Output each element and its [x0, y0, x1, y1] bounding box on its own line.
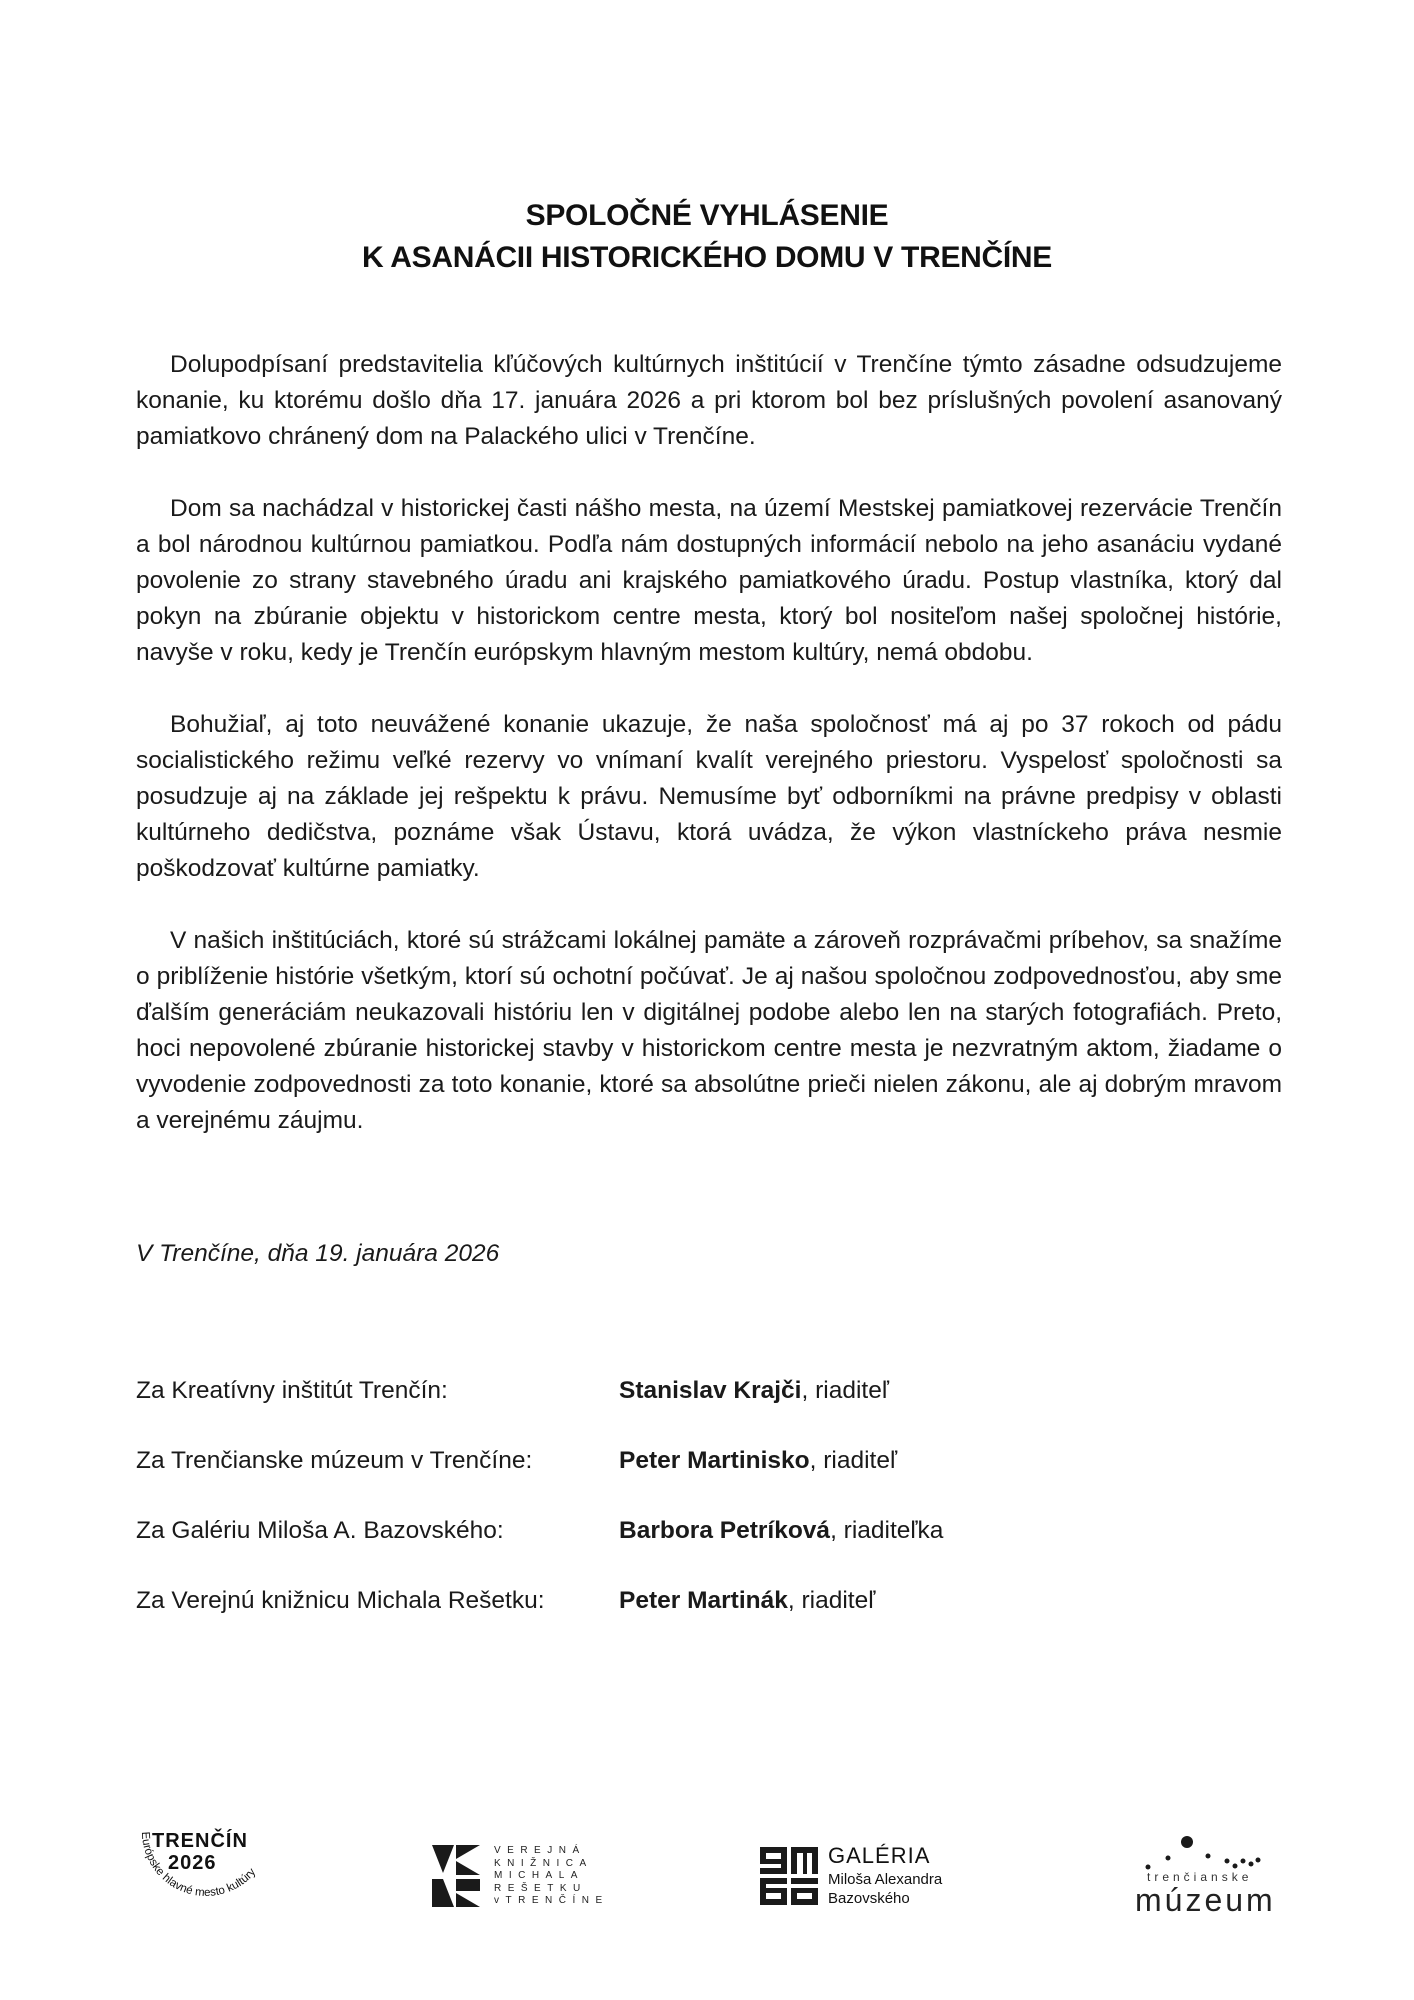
- signatory-name: Peter Martinák: [619, 1587, 788, 1614]
- trencin-logo-line-2: 2026: [168, 1852, 217, 1874]
- paragraph: V našich inštitúciách, ktoré sú strážcami lokálnej pamäte a zároveň rozprávačmi príbehov, sa snažíme o priblíženie histórie všetkým, ktorí sú ochotní počúvať. Je aj našou spoločnou zodpovednosťou, aby sme ďalším generáciám neukazovali históriu len v digitálnej podobe alebo len na starých fotografiách. Preto, hoci nepovolené zbúranie historickej stavby v historickom centre mesta je nezvratným aktom, žiadame o vyvodenie zodpovednosti za toto konanie, ktoré sa absolútne prieči nielen zákonu, ale aj dobrým mravom a verejnému záujmu.: [136, 927, 1282, 1134]
- signatory-organization: Za Verejnú knižnicu Michala Rešetku:: [136, 1587, 545, 1614]
- signatory-row: [136, 1444, 1236, 1514]
- signatory-name: Peter Martinisko: [619, 1447, 810, 1474]
- document-title: [0, 195, 1414, 279]
- partner-logos: [0, 1820, 1414, 1930]
- signatory-role: , riaditeľ: [801, 1377, 889, 1404]
- signatory-role: , riaditeľka: [830, 1517, 944, 1544]
- trencin-arc-text: Európske hlavné mesto kultúry: [138, 1831, 259, 1900]
- signatory-row: [136, 1514, 1236, 1584]
- library-logo-text: VEREJNÁ KNIŽNICA MICHALA REŠETKU vTRENČÍNE: [494, 1845, 609, 1906]
- signatory-organization: Za Trenčianske múzeum v Trenčíne:: [136, 1447, 533, 1474]
- place-and-date: V Trenčíne, dňa 19. januára 2026: [136, 1240, 500, 1267]
- trencin-2026-logo: [130, 1820, 280, 1920]
- gallery-logo-line-1: GALÉRIA: [828, 1843, 931, 1868]
- signatory-role: , riaditeľ: [809, 1447, 898, 1474]
- gallery-logo-line-3: Bazovského: [828, 1890, 910, 1907]
- title-line-2: K ASANÁCII HISTORICKÉHO DOMU V TRENČÍNE: [361, 241, 1052, 274]
- trencin-logo-line-1: TRENČÍN: [152, 1830, 248, 1852]
- gallery-logo-line-2: Miloša Alexandra: [828, 1871, 943, 1888]
- gallery-mark-icon: [760, 1847, 818, 1905]
- museum-logo-line-2: múzeum: [1135, 1882, 1276, 1918]
- library-logo: [432, 1845, 612, 1915]
- signatory-name: Barbora Petríková: [619, 1517, 831, 1544]
- signatory-organization: Za Galériu Miloša A. Bazovského:: [136, 1517, 504, 1544]
- statement-body: [136, 347, 1282, 1175]
- title-line-1: SPOLOČNÉ VYHLÁSENIE: [525, 199, 889, 232]
- signatory-organization: Za Kreatívny inštitút Trenčín:: [136, 1377, 448, 1404]
- signatory-row: [136, 1374, 1236, 1444]
- gallery-logo: [760, 1845, 990, 1915]
- paragraph: Dom sa nachádzal v historickej časti nášho mesta, na území Mestskej pamiatkovej rezervácie Trenčín a bol národnou kultúrnou pamiatkou. Podľa nám dostupných informácií nebolo na jeho asanáciu vydané povolenie zo strany stavebného úradu ani krajského pamiatkového úradu. Postup vlastníka, ktorý dal pokyn na zbúranie objektu v historickom centre mesta, ktorý bol nositeľom našej spoločnej histórie, navyše v roku, kedy je Trenčín európskym hlavným mestom kultúry, nemá obdobu.: [136, 495, 1282, 666]
- library-mark-icon: [432, 1845, 480, 1907]
- museum-logo-line-1: trenčianske: [1147, 1870, 1253, 1884]
- paragraph: Bohužiaľ, aj toto neuvážené konanie ukazuje, že naša spoločnosť má aj po 37 rokoch od pádu socialistického režimu veľké rezervy vo vnímaní kvalít verejného priestoru. Vyspelosť spoločnosti sa posudzuje aj na základe jej rešpektu k právu. Nemusíme byť odborníkmi na právne predpisy v oblasti kultúrneho dedičstva, poznáme však Ústavu, ktorá uvádza, že výkon vlastníckeho práva nesmie poškodzovať kultúrne pamiatky.: [136, 711, 1282, 882]
- signatories-list: [136, 1374, 1236, 1654]
- museum-logo: [1125, 1830, 1295, 1920]
- signatory-row: [136, 1584, 1236, 1654]
- signatory-name: Stanislav Krajči: [619, 1377, 802, 1404]
- signatory-role: , riaditeľ: [787, 1587, 876, 1614]
- paragraph: Dolupodpísaní predstavitelia kľúčových kultúrnych inštitúcií v Trenčíne týmto zásadne odsudzujeme konanie, ku ktorému došlo dňa 17. januára 2026 a pri ktorom bol bez príslušných povolení asanovaný pamiatkovo chránený dom na Palackého ulici v Trenčíne.: [136, 351, 1282, 450]
- museum-dots-icon: [1125, 1830, 1295, 1870]
